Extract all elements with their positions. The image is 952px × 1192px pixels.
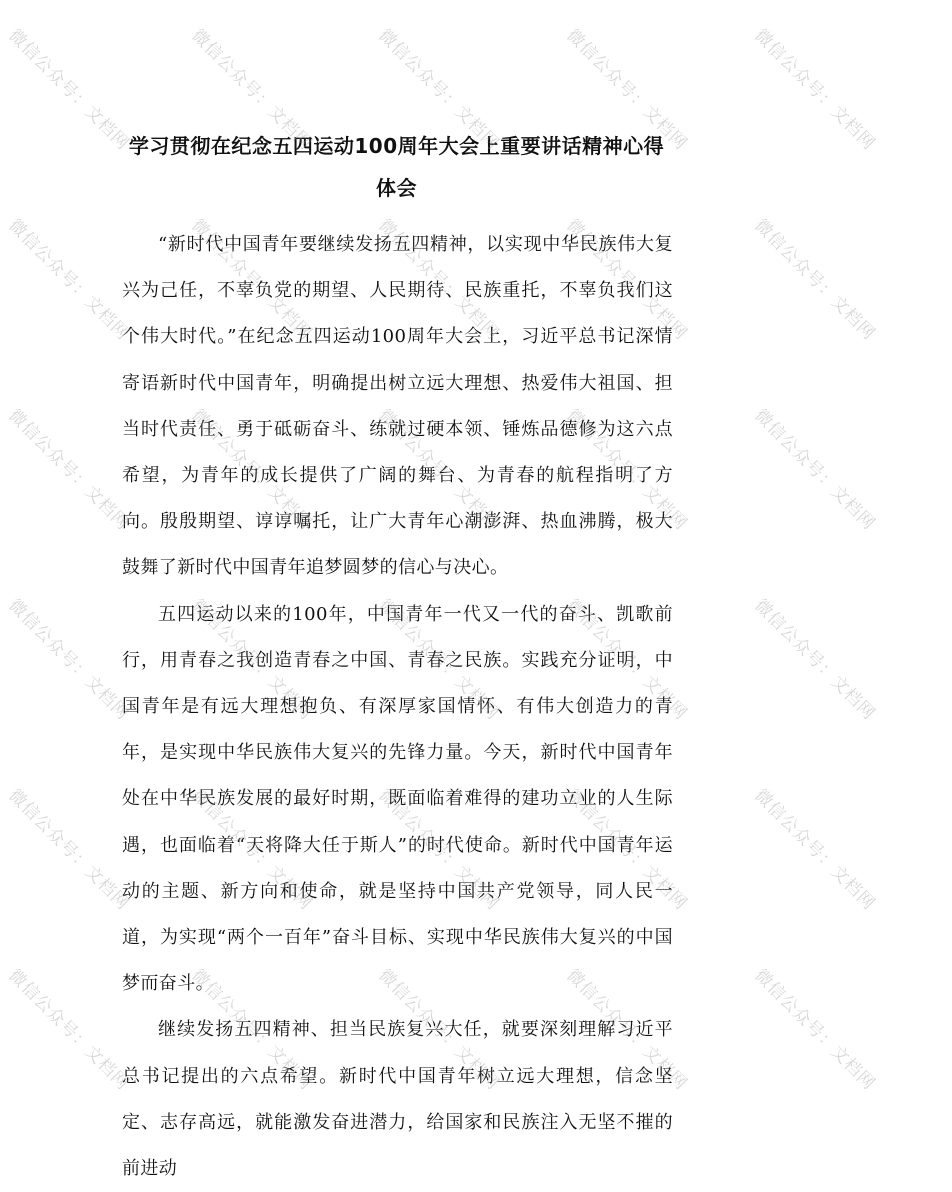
document-body (122, 222, 673, 1192)
watermark-text: 微信公众号：文档网 (562, 405, 692, 535)
watermark-text: 微信公众号：文档网 (750, 215, 880, 345)
watermark-text: 微信公众号：文档网 (562, 785, 692, 915)
document-title-line-1: 学习贯彻在纪念五四运动100周年大会上重要讲话精神心得 (128, 134, 665, 158)
watermark-text: 微信公众号：文档网 (750, 595, 880, 725)
watermark-text: 微信公众号：文档网 (750, 965, 880, 1095)
watermark-text: 微信公众号：文档网 (374, 25, 504, 155)
watermark-text: 微信公众号：文档网 (4, 785, 134, 915)
watermark-text: 微信公众号：文档网 (562, 215, 692, 345)
watermark-text: 微信公众号：文档网 (374, 405, 504, 535)
paragraph-3: 继续发扬五四精神、担当民族复兴大任，就要深刻理解习近平总书记提出的六点希望。新时代中国青年树立远大理想，信念坚定、志存高远，就能激发奋进潜力，给国家和民族注入无坚不摧的前进动 (122, 1019, 673, 1180)
watermark-text: 微信公众号：文档网 (4, 595, 134, 725)
document-title-line-2: 体会 (376, 176, 417, 200)
paragraph-1: “新时代中国青年要继续发扬五四精神，以实现中华民族伟大复兴为己任，不辜负党的期望、人民期待、民族重托，不辜负我们这个伟大时代。”在纪念五四运动100周年大会上，习近平总书记深情寄语新时代中国青年，明确提出树立远大理想、热爱伟大祖国、担当时代责任、勇于砥砺奋斗、练就过硬本领、锤炼品德修为这六点希望，为青年的成长提供了广阔的舞台、为青春的航程指明了方向。殷殷期望、谆谆嘱托，让广大青年心潮澎湃、热血沸腾，极大鼓舞了新时代中国青年追梦圆梦的信心与决心。 (122, 234, 673, 579)
watermark-text: 微信公众号：文档网 (374, 965, 504, 1095)
watermark-text: 微信公众号：文档网 (187, 25, 317, 155)
watermark-text: 微信公众号：文档网 (187, 405, 317, 535)
watermark-text: 微信公众号：文档网 (4, 405, 134, 535)
watermark-text: 微信公众号：文档网 (374, 785, 504, 915)
watermark-text: 微信公众号：文档网 (750, 785, 880, 915)
watermark-text: 微信公众号：文档网 (4, 965, 134, 1095)
watermark-text: 微信公众号：文档网 (187, 215, 317, 345)
watermark-text: 微信公众号：文档网 (562, 595, 692, 725)
watermark-text: 微信公众号：文档网 (4, 25, 134, 155)
watermark-text: 微信公众号：文档网 (187, 785, 317, 915)
watermark-text: 微信公众号：文档网 (750, 25, 880, 155)
watermark-text: 微信公众号：文档网 (374, 215, 504, 345)
watermark-text: 微信公众号：文档网 (187, 595, 317, 725)
watermark-text: 微信公众号：文档网 (562, 965, 692, 1095)
watermark-text: 微信公众号：文档网 (374, 595, 504, 725)
watermark-text: 微信公众号：文档网 (750, 405, 880, 535)
paragraph-2: 五四运动以来的100年，中国青年一代又一代的奋斗、凯歌前行，用青春之我创造青春之中国、青春之民族。实践充分证明，中国青年是有远大理想抱负、有深厚家国情怀、有伟大创造力的青年，是实现中华民族伟大复兴的先锋力量。今天，新时代中国青年处在中华民族发展的最好时期，既面临着难得的建功立业的人生际遇，也面临着“天将降大任于斯人”的时代使命。新时代中国青年运动的主题、新方向和使命，就是坚持中国共产党领导，同人民一道，为实现“两个一百年”奋斗目标、实现中华民族伟大复兴的中国梦而奋斗。 (122, 603, 673, 995)
watermark-text: 微信公众号：文档网 (562, 25, 692, 155)
watermark-text: 微信公众号：文档网 (4, 215, 134, 345)
watermark-text: 微信公众号：文档网 (187, 965, 317, 1095)
